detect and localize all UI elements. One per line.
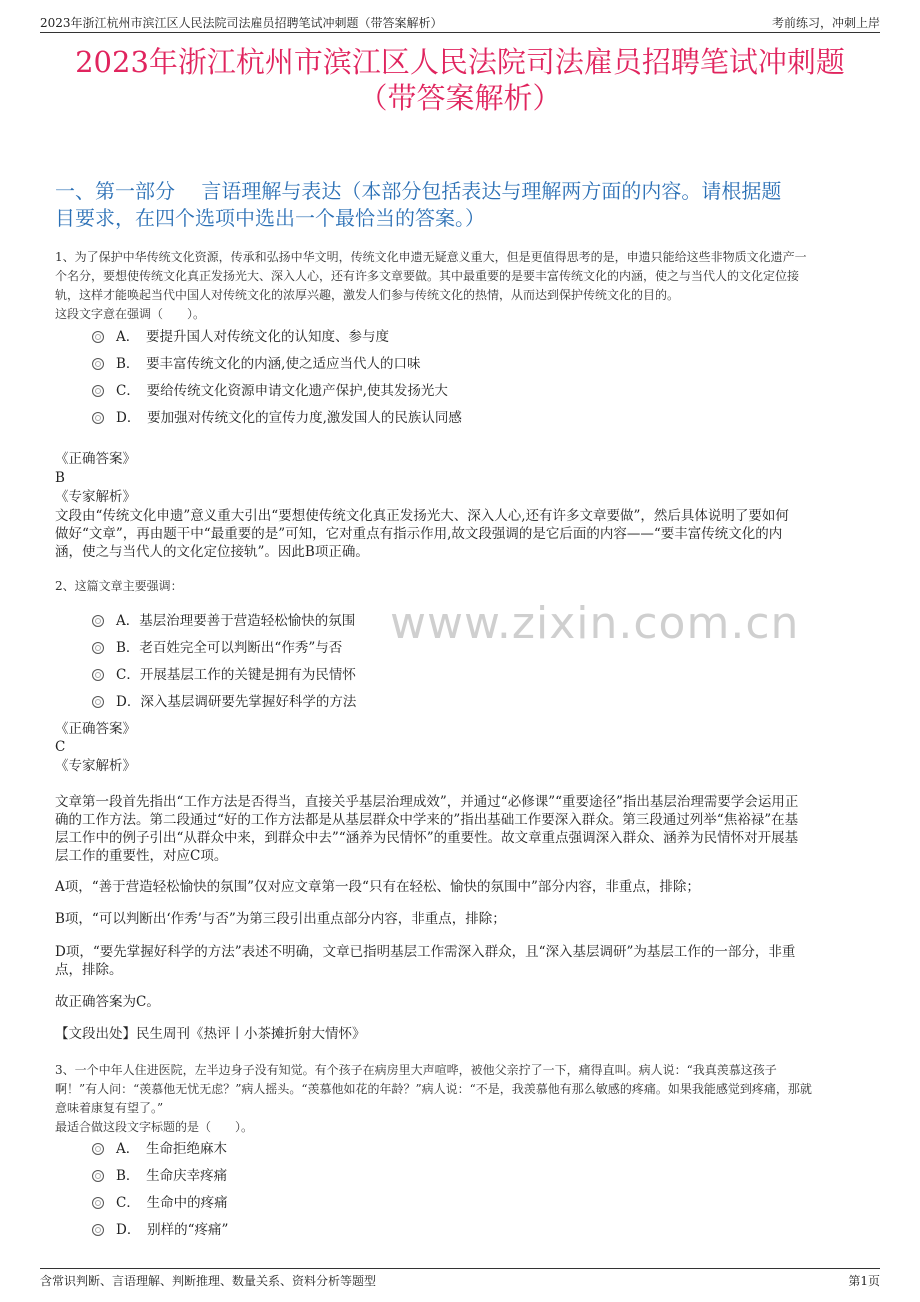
section-heading: 一、第一部分 言语理解与表达（本部分包括表达与理解两方面的内容。请根据题 bbox=[55, 179, 782, 203]
q1-option-d[interactable]: D． 要加强对传统文化的宣传力度,激发国人的民族认同感 bbox=[92, 408, 462, 428]
document-subtitle: （带答案解析） bbox=[358, 81, 562, 115]
q2-stem: 2、这篇文章主要强调： bbox=[55, 579, 183, 593]
radio-icon[interactable] bbox=[92, 615, 104, 627]
q2-analysis-a: A项，“善于营造轻松愉快的氛围”仅对应文章第一段“只有在轻松、愉快的氛围中”部分内容，非重点，排除； bbox=[55, 879, 700, 895]
q1-line: 1、为了保护中华传统文化资源，传承和弘扬中华文明，传统文化申遗无疑意义重大，但是更值得思考的是，申遗只能给这些非物质文化遗产一 bbox=[55, 250, 807, 264]
q2-analysis-line: 层工作中的例子引出“从群众中来，到群众中去”“涵养为民情怀”的重要性。故文章重点强调深入群众、涵养为民情怀对开展基 bbox=[55, 830, 799, 846]
q3-prompt: 最适合做这段文字标题的是（ ）。 bbox=[55, 1120, 254, 1134]
q2-analysis-line: 文章第一段首先指出“工作方法是否得当，直接关乎基层治理成效”，并通过“必修课”“重要途径”指出基层治理需要学会运用正 bbox=[55, 794, 799, 810]
q2-analysis-d: 点，排除。 bbox=[55, 962, 123, 978]
q3-option-a[interactable]: A． 生命拒绝麻木 bbox=[92, 1139, 227, 1159]
radio-icon[interactable] bbox=[92, 331, 104, 343]
q2-analysis-line: 层工作的重要性，对应C项。 bbox=[55, 848, 228, 864]
header-slogan: 考前练习，冲刺上岸 bbox=[771, 16, 880, 30]
q2-option-a[interactable]: A．基层治理要善于营造轻松愉快的氛围 bbox=[92, 611, 355, 631]
q2-option-b[interactable]: B．老百姓完全可以判断出“作秀”与否 bbox=[92, 638, 342, 658]
q1-analysis-label: 《专家解析》 bbox=[55, 489, 136, 505]
q1-analysis-line: 文段由“传统文化申遗”意义重大引出“要想使传统文化真正发扬光大、深入人心,还有许多文章要做”，然后具体说明了要如何 bbox=[55, 508, 789, 524]
page-number: 第1页 bbox=[848, 1274, 880, 1288]
document-title: 2023年浙江杭州市滨江区人民法院司法雇员招聘笔试冲刺题 bbox=[75, 45, 845, 79]
q2-answer: C bbox=[55, 739, 66, 755]
q1-answer: B bbox=[55, 470, 65, 486]
q1-prompt: 这段文字意在强调（ ）。 bbox=[55, 307, 206, 321]
q2-option-d[interactable]: D．深入基层调研要先掌握好科学的方法 bbox=[92, 692, 356, 712]
q1-option-c[interactable]: C． 要给传统文化资源申请文化遗产保护,使其发扬光大 bbox=[92, 381, 448, 401]
footer-description: 含常识判断、言语理解、判断推理、数量关系、资料分析等题型 bbox=[40, 1274, 377, 1288]
q3-line: 意味着康复有望了。” bbox=[55, 1101, 164, 1115]
radio-icon[interactable] bbox=[92, 1170, 104, 1182]
q3-option-d[interactable]: D． 别样的“疼痛” bbox=[92, 1220, 228, 1240]
q2-conclusion: 故正确答案为C。 bbox=[55, 994, 160, 1010]
radio-icon[interactable] bbox=[92, 1197, 104, 1209]
q2-analysis-label: 《专家解析》 bbox=[55, 758, 136, 774]
q2-answer-label: 《正确答案》 bbox=[55, 721, 136, 737]
q2-source: 【文段出处】民生周刊《热评丨小茶摊折射大情怀》 bbox=[55, 1026, 366, 1042]
header-title: 2023年浙江杭州市滨江区人民法院司法雇员招聘笔试冲刺题（带答案解析） bbox=[40, 16, 443, 30]
radio-icon[interactable] bbox=[92, 669, 104, 681]
watermark: www.zixin.com.cn bbox=[390, 598, 800, 649]
radio-icon[interactable] bbox=[92, 696, 104, 708]
q1-option-a[interactable]: A． 要提升国人对传统文化的认知度、参与度 bbox=[92, 327, 389, 347]
q2-analysis-d: D项，“要先掌握好科学的方法”表述不明确，文章已指明基层工作需深入群众，且“深入基层调研”为基层工作的一部分，非重 bbox=[55, 944, 796, 960]
q3-option-c[interactable]: C． 生命中的疼痛 bbox=[92, 1193, 228, 1213]
q1-answer-label: 《正确答案》 bbox=[55, 451, 136, 467]
radio-icon[interactable] bbox=[92, 358, 104, 370]
q3-line: 啊！”有人问：“羡慕他无忧无虑？”病人摇头。“羡慕他如花的年龄？”病人说：“不是，我羡慕他有那么敏感的疼痛。如果我能感觉到疼痛，那就 bbox=[55, 1082, 812, 1096]
q3-line: 3、一个中年人住进医院，左半边身子没有知觉。有个孩子在病房里大声喧哗，被他父亲拧了一下，痛得直叫。病人说：“我真羡慕这孩子 bbox=[55, 1063, 777, 1077]
radio-icon[interactable] bbox=[92, 1143, 104, 1155]
section-heading-cont: 目要求，在四个选项中选出一个最恰当的答案。） bbox=[55, 206, 485, 230]
q1-line: 轨，这样才能唤起当代中国人对传统文化的浓厚兴趣，激发人们参与传统文化的热情，从而达到保护传统文化的目的。 bbox=[55, 288, 680, 302]
q1-line: 个名分，要想使传统文化真正发扬光大、深入人心，还有许多文章要做。其中最重要的是要丰富传统文化的内涵，使之与当代人的文化定位接 bbox=[55, 269, 800, 283]
footer-divider bbox=[40, 1268, 880, 1269]
q2-analysis-b: B项，“可以判断出‘作秀’与否”为第三段引出重点部分内容，非重点，排除； bbox=[55, 911, 506, 927]
radio-icon[interactable] bbox=[92, 385, 104, 397]
radio-icon[interactable] bbox=[92, 1224, 104, 1236]
radio-icon[interactable] bbox=[92, 642, 104, 654]
q3-option-b[interactable]: B． 生命庆幸疼痛 bbox=[92, 1166, 227, 1186]
q2-analysis-line: 确的工作方法。第二段通过“好的工作方法都是从基层群众中学来的”指出基础工作要深入群众。第三段通过列举“焦裕禄”在基 bbox=[55, 812, 799, 828]
q1-analysis-line: 涵，使之与当代人的文化定位接轨”。因此B项正确。 bbox=[55, 544, 369, 560]
q1-analysis-line: 做好“文章”，再由题干中“最重要的是”可知，它对重点有指示作用,故文段强调的是它后面的内容——“要丰富传统文化的内 bbox=[55, 526, 783, 542]
header-divider bbox=[40, 32, 880, 33]
q1-option-b[interactable]: B． 要丰富传统文化的内涵,使之适应当代人的口味 bbox=[92, 354, 420, 374]
q2-option-c[interactable]: C．开展基层工作的关键是拥有为民情怀 bbox=[92, 665, 356, 685]
radio-icon[interactable] bbox=[92, 412, 104, 424]
